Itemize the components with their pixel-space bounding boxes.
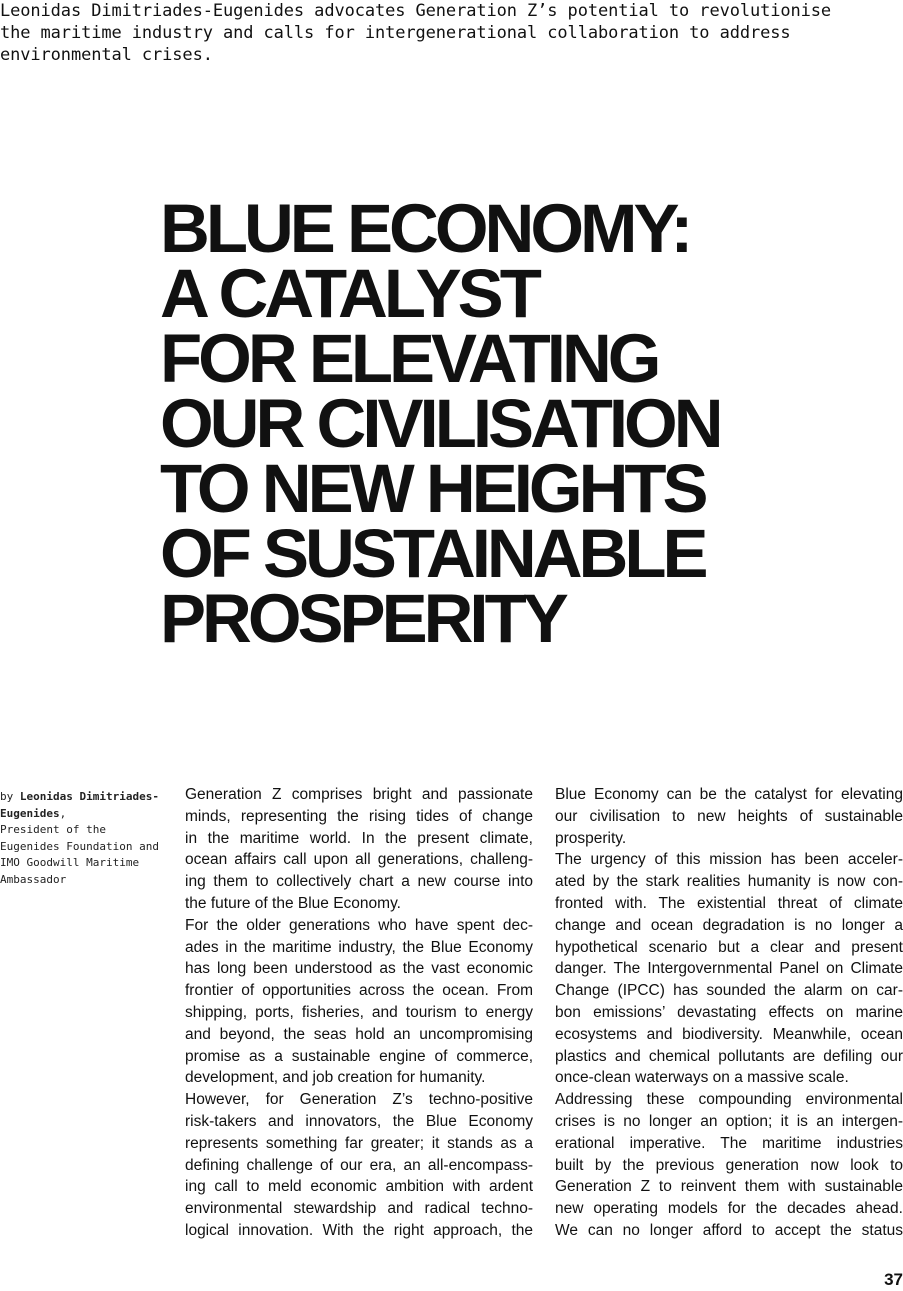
body-text-line: new operating models for the decades ahead.: [555, 1200, 903, 1218]
byline-author-line: [0, 806, 175, 823]
body-text-line: Change (IPCC) has sounded the alarm on car-: [555, 982, 903, 1000]
body-text-line: promise as a sustainable engine of commerce,: [185, 1047, 533, 1065]
body-column-left: [185, 784, 533, 1242]
body-text-line: has long been understood as the vast economic: [185, 960, 533, 978]
body-text-line: the future of the Blue Economy.: [185, 894, 401, 912]
author-byline: [0, 789, 175, 888]
body-text-line: change and ocean degradation is no longer a: [555, 916, 903, 934]
body-text-line: development, and job creation for humanity.: [185, 1069, 486, 1087]
body-text-line: ocean affairs call upon all generations, challeng-: [185, 851, 533, 869]
headline-line: PROSPERITY: [160, 580, 565, 657]
author-role-line: Eugenides Foundation and: [0, 839, 159, 853]
headline-line: BLUE ECONOMY:: [160, 190, 690, 267]
body-text-line: ated by the stark realities humanity is now con-: [555, 873, 903, 891]
body-text-line: danger. The Intergovernmental Panel on Climate: [555, 960, 903, 978]
body-text-line: plastics and chemical pollutants are defiling our: [555, 1047, 903, 1065]
body-text-line: once-clean waterways on a massive scale.: [555, 1069, 849, 1087]
body-text-line: defining challenge of our era, an all-encompass-: [185, 1156, 533, 1174]
standfirst-line: the maritime industry and calls for intergenerational collaboration to address: [0, 23, 791, 43]
standfirst-line: environmental crises.: [0, 45, 213, 65]
byline-comma: ,: [59, 806, 67, 820]
body-column-right: [555, 784, 903, 1242]
body-text-line: represents something far greater; it stands as a: [185, 1134, 533, 1152]
body-text-line: prosperity.: [555, 829, 627, 847]
author-role-line: Ambassador: [0, 872, 67, 886]
body-text-line: We can no longer afford to accept the status: [555, 1221, 903, 1239]
body-text-line: frontier of opportunities across the ocean. From: [185, 982, 533, 1000]
headline-line: OUR CIVILISATION: [160, 385, 720, 462]
body-text-line: Blue Economy can be the catalyst for elevating: [555, 786, 903, 803]
body-text-line: For the older generations who have spent dec-: [185, 916, 533, 934]
body-text-line: shipping, ports, fisheries, and tourism to energy: [185, 1003, 533, 1021]
body-text-line: our civilisation to new heights of sustainable: [555, 807, 903, 825]
body-text-line: ing them to collectively chart a new course into: [185, 873, 533, 891]
body-text-line: fronted with. The existential threat of climate: [555, 894, 903, 912]
body-text-line: in the maritime world. In the present climate,: [185, 829, 533, 847]
headline-line: TO NEW HEIGHTS: [160, 450, 705, 527]
body-text-line: ades in the maritime industry, the Blue Economy: [185, 938, 533, 956]
body-text-line: hypothetical scenario but a clear and present: [555, 938, 903, 956]
headline-line: FOR ELEVATING: [160, 320, 658, 397]
body-text-line: Generation Z to reinvent them with sustainable: [555, 1178, 903, 1196]
author-role-line: President of the: [0, 823, 106, 836]
body-text-line: bon emissions’ devastating effects on marine: [555, 1003, 903, 1021]
article-headline: [160, 190, 900, 657]
headline-line: OF SUSTAINABLE: [160, 515, 705, 592]
author-role-line: IMO Goodwill Maritime: [0, 856, 140, 869]
byline-author-line: [0, 789, 175, 806]
body-text-line: minds, representing the rising tides of change: [185, 807, 533, 825]
author-name: Eugenides: [0, 806, 60, 820]
body-text-line: Addressing these compounding environmental: [555, 1091, 903, 1109]
standfirst: [0, 0, 880, 66]
body-text-line: Generation Z comprises bright and passionate: [185, 786, 533, 803]
body-text-line: built by the previous generation now look to: [555, 1156, 903, 1174]
author-name: Leonidas Dimitriades-: [19, 790, 159, 803]
body-text-line: However, for Generation Z’s techno-positive: [185, 1091, 533, 1109]
body-text-line: ing call to meld economic ambition with ardent: [185, 1178, 533, 1196]
body-text-line: environmental stewardship and radical techno-: [185, 1200, 533, 1218]
body-text-line: risk-takers and innovators, the Blue Economy: [185, 1112, 533, 1130]
body-text-line: ecosystems and biodiversity. Meanwhile, ocean: [555, 1025, 903, 1043]
body-text-line: The urgency of this mission has been acceler-: [555, 851, 903, 869]
standfirst-line: Leonidas Dimitriades-Eugenides advocates Generation Z’s potential to revolutionise: [0, 1, 832, 21]
body-text-line: logical innovation. With the right approach, the: [185, 1221, 533, 1239]
headline-line: A CATALYST: [160, 255, 538, 332]
body-text-line: erational imperative. The maritime industries: [555, 1134, 903, 1152]
byline-prefix: by: [0, 790, 20, 803]
body-text-line: crises is no longer an option; it is an intergen-: [555, 1112, 903, 1130]
page-number: 37: [884, 1270, 903, 1289]
body-text-line: and beyond, the seas hold an uncompromising: [185, 1025, 533, 1043]
